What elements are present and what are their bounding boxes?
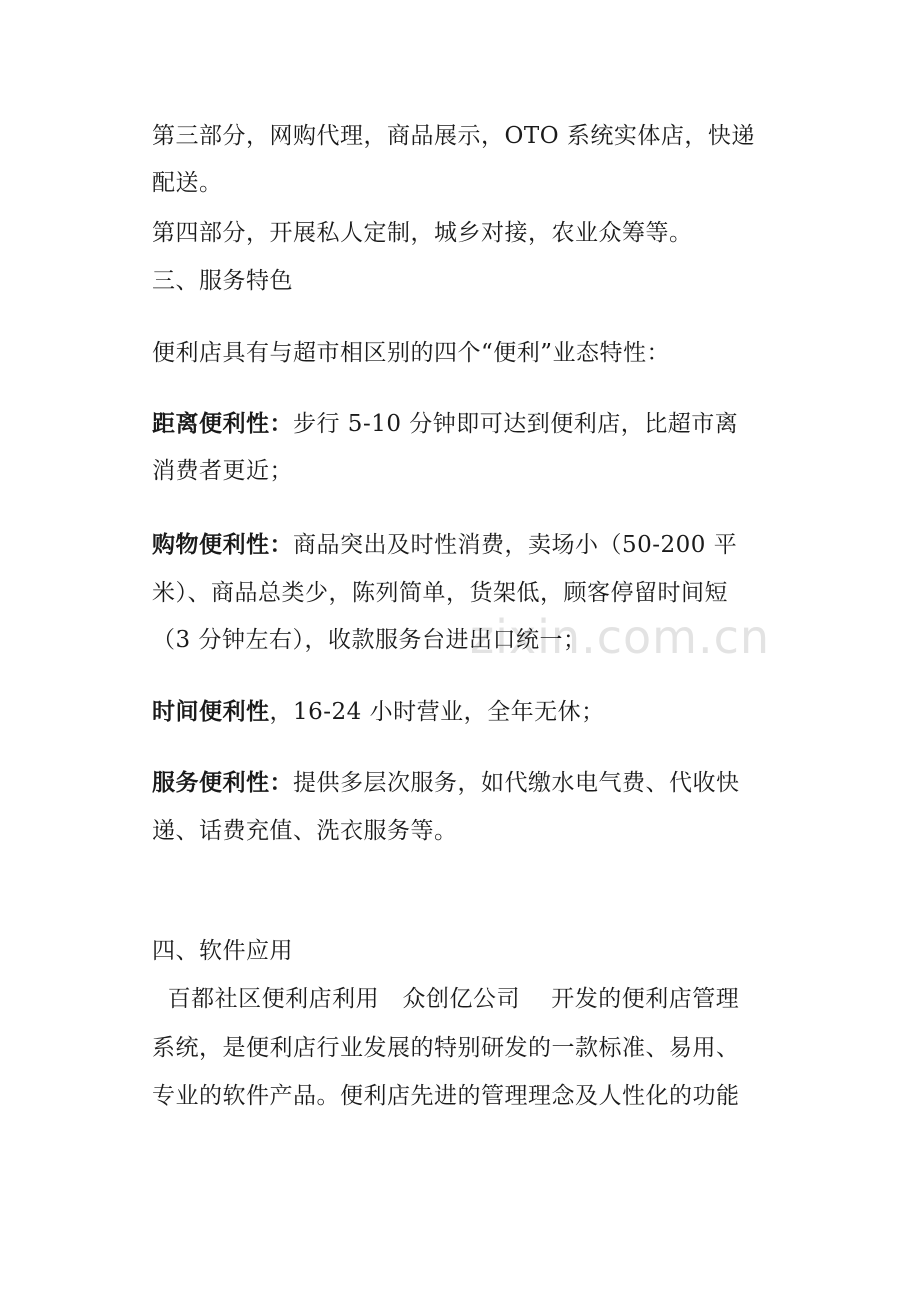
- feature-label: 服务便利性：: [152, 770, 293, 796]
- feature-time: [152, 697, 605, 727]
- paragraph-line: （3 分钟左右），收款服务台进出口统一；: [152, 627, 587, 653]
- paragraph-line: 消费者更近；: [152, 458, 293, 484]
- feature-text: 步行 5-10 分钟即可达到便利店，比超市离: [293, 411, 739, 437]
- watermark: zixin.com.cn: [470, 610, 771, 664]
- feature-label: 时间便利性: [152, 699, 270, 725]
- section-heading: 三、服务特色: [152, 268, 293, 294]
- paragraph-line: 配送。: [152, 170, 223, 196]
- paragraph-line: 百都社区便利店利用 众创亿公司 开发的便利店管理: [152, 986, 740, 1012]
- paragraph-line: 专业的软件产品。便利店先进的管理理念及人性化的功能: [152, 1083, 740, 1109]
- feature-label: 距离便利性：: [152, 411, 293, 437]
- feature-text: 商品突出及时性消费，卖场小（50-200 平: [293, 532, 738, 558]
- paragraph-line: 系统，是便利店行业发展的特别研发的一款标准、易用、: [152, 1035, 740, 1061]
- feature-text: 提供多层次服务，如代缴水电气费、代收快: [293, 770, 740, 796]
- paragraph-line: 米）、商品总类少，陈列简单，货架低，顾客停留时间短: [152, 580, 728, 606]
- feature-shopping: [152, 530, 737, 560]
- feature-distance: [152, 409, 738, 439]
- paragraph-line: 便利店具有与超市相区别的四个“便利”业态特性：: [152, 340, 671, 366]
- feature-service: [152, 768, 740, 798]
- paragraph-line: 递、话费充值、洗衣服务等。: [152, 818, 458, 844]
- paragraph-line: 第四部分，开展私人定制，城乡对接，农业众筹等。: [152, 220, 693, 246]
- paragraph-line: 第三部分，网购代理，商品展示，OTO 系统实体店，快递: [152, 123, 755, 149]
- feature-text: ，16-24 小时营业，全年无休；: [269, 699, 605, 725]
- section-heading: 四、软件应用: [152, 938, 293, 964]
- feature-label: 购物便利性：: [152, 532, 293, 558]
